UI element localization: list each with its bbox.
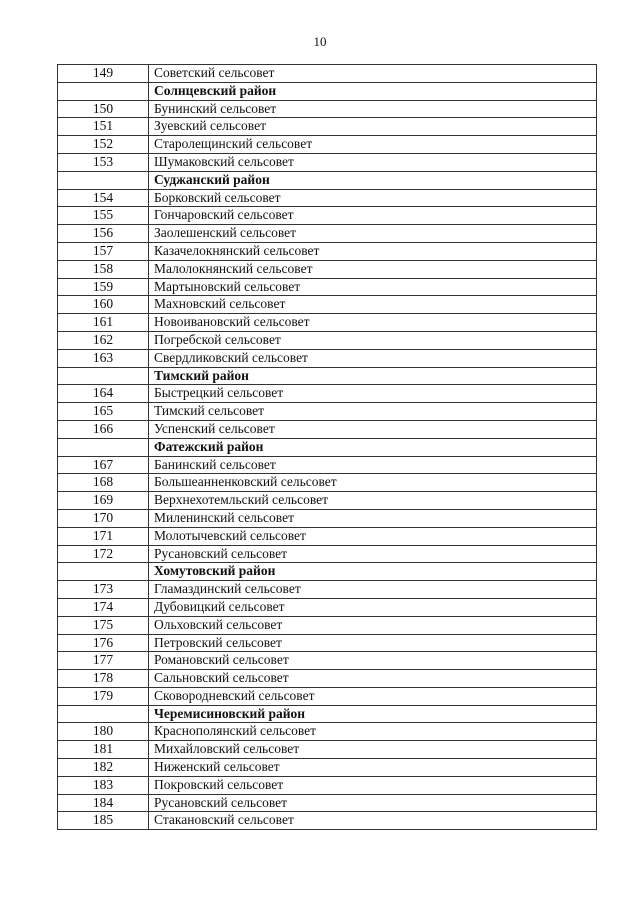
table-row [58, 385, 597, 403]
council-name: Большеанненковский сельсовет [149, 474, 597, 492]
council-name: Ольховский сельсовет [149, 616, 597, 634]
row-number: 158 [58, 260, 149, 278]
table-row [58, 420, 597, 438]
council-name: Быстрецкий сельсовет [149, 385, 597, 403]
row-number: 175 [58, 616, 149, 634]
table-row [58, 225, 597, 243]
row-number: 157 [58, 242, 149, 260]
row-number: 176 [58, 634, 149, 652]
council-name: Стакановский сельсовет [149, 812, 597, 830]
table-row [58, 403, 597, 421]
council-name: Тимский сельсовет [149, 403, 597, 421]
table-row [58, 153, 597, 171]
council-name: Шумаковский сельсовет [149, 153, 597, 171]
row-number: 169 [58, 492, 149, 510]
row-number: 182 [58, 759, 149, 777]
table-row [58, 136, 597, 154]
council-name: Русановский сельсовет [149, 794, 597, 812]
row-number: 173 [58, 581, 149, 599]
council-name: Мартыновский сельсовет [149, 278, 597, 296]
council-name: Верхнехотемльский сельсовет [149, 492, 597, 510]
table-row [58, 278, 597, 296]
district-name: Черемисиновский район [149, 705, 597, 723]
district-name: Солнцевский район [149, 82, 597, 100]
district-header-row [58, 705, 597, 723]
council-name: Новоивановский сельсовет [149, 314, 597, 332]
table-row [58, 118, 597, 136]
council-name: Бунинский сельсовет [149, 100, 597, 118]
council-name: Заолешенский сельсовет [149, 225, 597, 243]
table-row [58, 759, 597, 777]
row-number: 179 [58, 687, 149, 705]
council-name: Молотычевский сельсовет [149, 527, 597, 545]
table-row [58, 812, 597, 830]
row-number: 185 [58, 812, 149, 830]
council-name: Погребской сельсовет [149, 331, 597, 349]
table-row [58, 527, 597, 545]
row-number [58, 171, 149, 189]
table-row [58, 100, 597, 118]
council-name: Дубовицкий сельсовет [149, 598, 597, 616]
council-name: Гончаровский сельсовет [149, 207, 597, 225]
table-row [58, 741, 597, 759]
row-number: 149 [58, 65, 149, 83]
council-name: Казачелокнянский сельсовет [149, 242, 597, 260]
row-number: 168 [58, 474, 149, 492]
table-row [58, 296, 597, 314]
row-number: 171 [58, 527, 149, 545]
row-number: 180 [58, 723, 149, 741]
council-name: Миленинский сельсовет [149, 509, 597, 527]
row-number: 153 [58, 153, 149, 171]
row-number: 155 [58, 207, 149, 225]
council-name: Сальновский сельсовет [149, 670, 597, 688]
row-number: 167 [58, 456, 149, 474]
district-name: Суджанский район [149, 171, 597, 189]
council-name: Ниженский сельсовет [149, 759, 597, 777]
page-number: 10 [313, 34, 327, 49]
table-row [58, 314, 597, 332]
table-row [58, 349, 597, 367]
table-row [58, 260, 597, 278]
council-name: Русановский сельсовет [149, 545, 597, 563]
row-number: 177 [58, 652, 149, 670]
table-row [58, 242, 597, 260]
council-name: Михайловский сельсовет [149, 741, 597, 759]
row-number: 156 [58, 225, 149, 243]
row-number: 172 [58, 545, 149, 563]
row-number: 181 [58, 741, 149, 759]
row-number: 162 [58, 331, 149, 349]
council-name: Гламаздинский сельсовет [149, 581, 597, 599]
table-row [58, 492, 597, 510]
council-name: Свердликовский сельсовет [149, 349, 597, 367]
council-name: Махновский сельсовет [149, 296, 597, 314]
row-number [58, 563, 149, 581]
table-row [58, 687, 597, 705]
council-name: Борковский сельсовет [149, 189, 597, 207]
council-name: Банинский сельсовет [149, 456, 597, 474]
table-row [58, 581, 597, 599]
table-row [58, 65, 597, 83]
row-number [58, 438, 149, 456]
table-row [58, 456, 597, 474]
municipalities-table [57, 64, 597, 830]
row-number: 150 [58, 100, 149, 118]
row-number: 160 [58, 296, 149, 314]
table-row [58, 670, 597, 688]
table-row [58, 652, 597, 670]
district-header-row [58, 367, 597, 385]
row-number [58, 705, 149, 723]
table-row [58, 331, 597, 349]
district-name: Тимский район [149, 367, 597, 385]
row-number: 165 [58, 403, 149, 421]
row-number: 184 [58, 794, 149, 812]
council-name: Малолокнянский сельсовет [149, 260, 597, 278]
table-row [58, 509, 597, 527]
table-row [58, 794, 597, 812]
table-row [58, 723, 597, 741]
table-body [58, 65, 597, 830]
council-name: Успенский сельсовет [149, 420, 597, 438]
row-number: 161 [58, 314, 149, 332]
council-name: Краснополянский сельсовет [149, 723, 597, 741]
row-number: 183 [58, 776, 149, 794]
council-name: Советский сельсовет [149, 65, 597, 83]
row-number: 170 [58, 509, 149, 527]
row-number: 154 [58, 189, 149, 207]
row-number: 174 [58, 598, 149, 616]
row-number: 159 [58, 278, 149, 296]
row-number: 151 [58, 118, 149, 136]
table-row [58, 616, 597, 634]
row-number [58, 82, 149, 100]
council-name: Сковородневский сельсовет [149, 687, 597, 705]
row-number: 166 [58, 420, 149, 438]
table-row [58, 634, 597, 652]
row-number: 152 [58, 136, 149, 154]
table-row [58, 207, 597, 225]
district-header-row [58, 82, 597, 100]
table-row [58, 598, 597, 616]
table-row [58, 189, 597, 207]
table-row [58, 776, 597, 794]
table-row [58, 545, 597, 563]
district-header-row [58, 171, 597, 189]
council-name: Романовский сельсовет [149, 652, 597, 670]
district-header-row [58, 438, 597, 456]
district-name: Фатежский район [149, 438, 597, 456]
district-name: Хомутовский район [149, 563, 597, 581]
row-number [58, 367, 149, 385]
council-name: Покровский сельсовет [149, 776, 597, 794]
row-number: 178 [58, 670, 149, 688]
row-number: 163 [58, 349, 149, 367]
council-name: Зуевский сельсовет [149, 118, 597, 136]
row-number: 164 [58, 385, 149, 403]
district-header-row [58, 563, 597, 581]
council-name: Петровский сельсовет [149, 634, 597, 652]
council-name: Старолещинский сельсовет [149, 136, 597, 154]
table-row [58, 474, 597, 492]
